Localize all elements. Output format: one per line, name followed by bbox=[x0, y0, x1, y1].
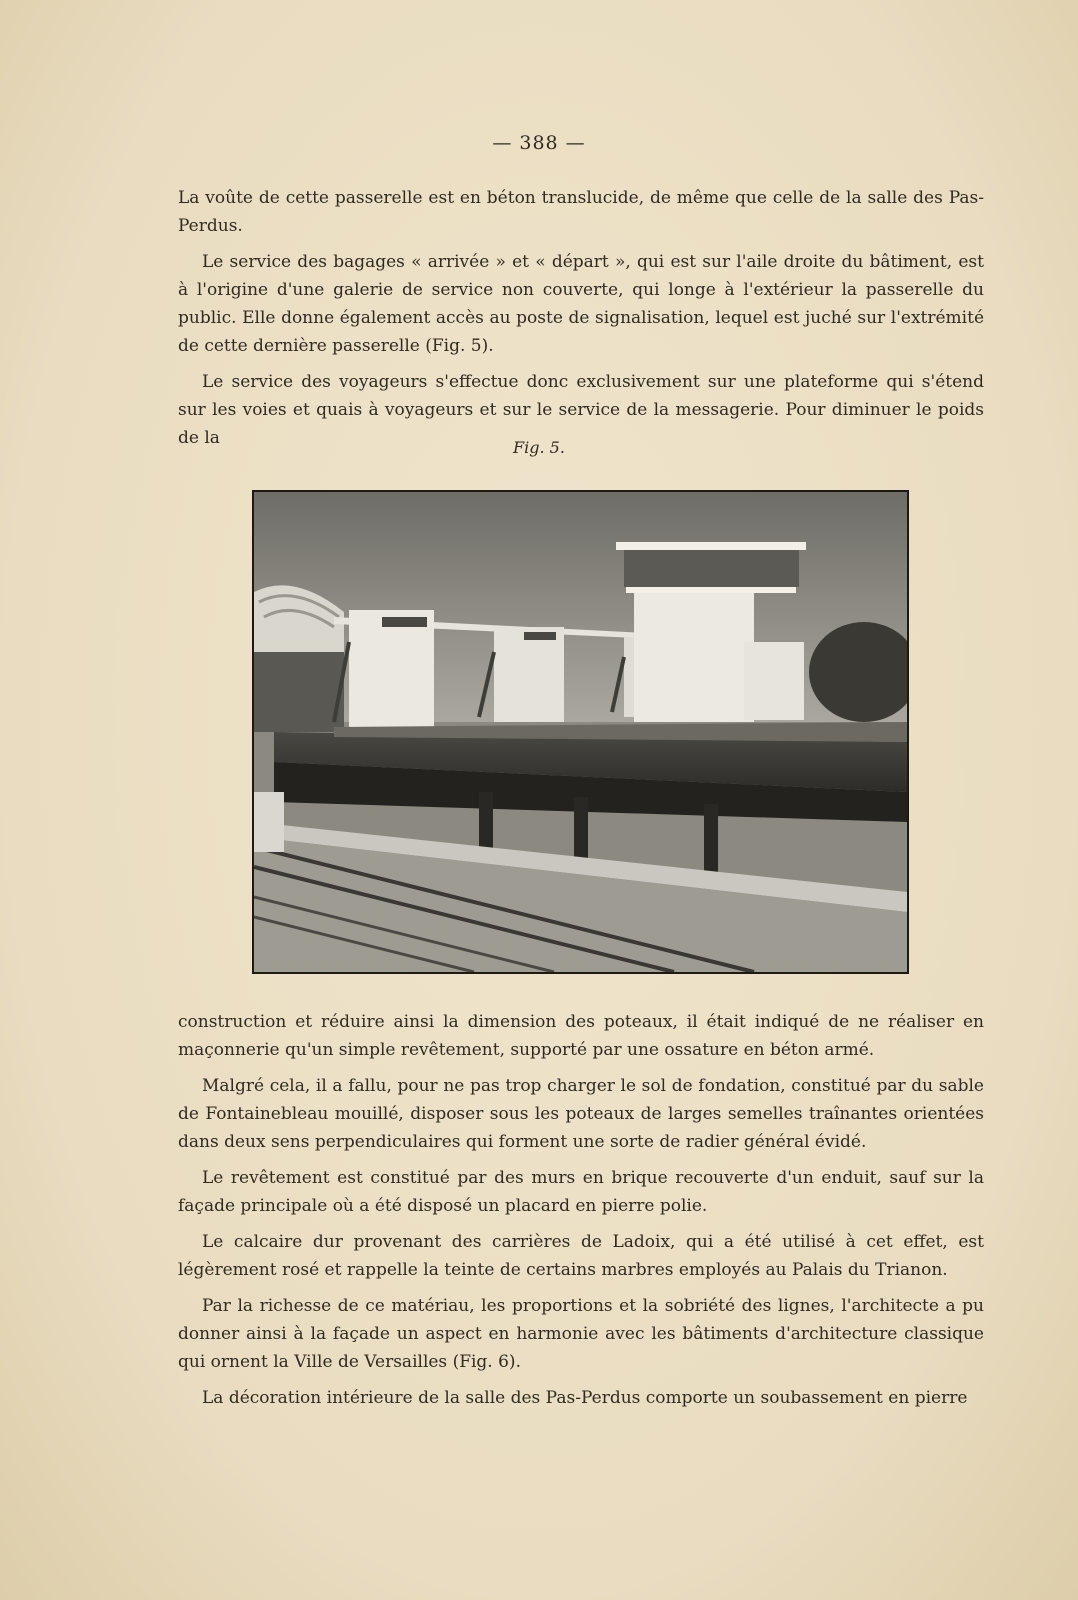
upper-text-block bbox=[178, 184, 984, 460]
page-number: — 388 — bbox=[492, 132, 586, 154]
figure-photo-station bbox=[252, 490, 909, 974]
paragraph: Le calcaire dur provenant des carrières de Ladoix, qui a été utilisé à cet effet, est légèrement rosé et rappelle la teinte de certains marbres employés au Palais du Trianon. bbox=[178, 1232, 984, 1280]
paragraph: Par la richesse de ce matériau, les proportions et la sobriété des lignes, l'architecte a pu donner ainsi à la façade un aspect en harmonie avec les bâtiments d'architecture classique qui ornent la Ville de Versailles (Fig. 6). bbox=[178, 1296, 984, 1372]
station-platform-photo bbox=[254, 492, 907, 972]
paragraph: La voûte de cette passerelle est en béton translucide, de même que celle de la salle des Pas-Perdus. bbox=[178, 188, 984, 236]
paragraph: Le service des bagages « arrivée » et « départ », qui est sur l'aile droite du bâtiment, est à l'origine d'une galerie de service non couverte, qui longe à l'extérieur la passerelle du public. Elle donne également accès au poste de signalisation, lequel est juché sur l'extrémité de cette dernière passerelle (Fig. 5). bbox=[178, 252, 984, 356]
paragraph: construction et réduire ainsi la dimension des poteaux, il était indiqué de ne réaliser en maçonnerie qu'un simple revêtement, supporté par une ossature en béton armé. bbox=[178, 1012, 984, 1060]
paragraph: Malgré cela, il a fallu, pour ne pas trop charger le sol de fondation, constitué par du sable de Fontainebleau mouillé, disposer sous les poteaux de larges semelles traînantes orientées dans deux sens perpendiculaires qui forment une sorte de radier général évidé. bbox=[178, 1076, 984, 1152]
figure-caption: Fig. 5. bbox=[513, 438, 565, 457]
paragraph: La décoration intérieure de la salle des Pas-Perdus comporte un soubassement en pierre bbox=[202, 1388, 968, 1408]
paragraph: Le service des voyageurs s'effectue donc exclusivement sur une plateforme qui s'étend sur les voies et quais à voyageurs et sur le service de la messagerie. Pour diminuer le poids de la bbox=[178, 372, 984, 448]
paragraph: Le revêtement est constitué par des murs en brique recouverte d'un enduit, sauf sur la façade principale où a été disposé un placard en pierre polie. bbox=[178, 1168, 984, 1216]
lower-text-block bbox=[178, 1008, 984, 1420]
